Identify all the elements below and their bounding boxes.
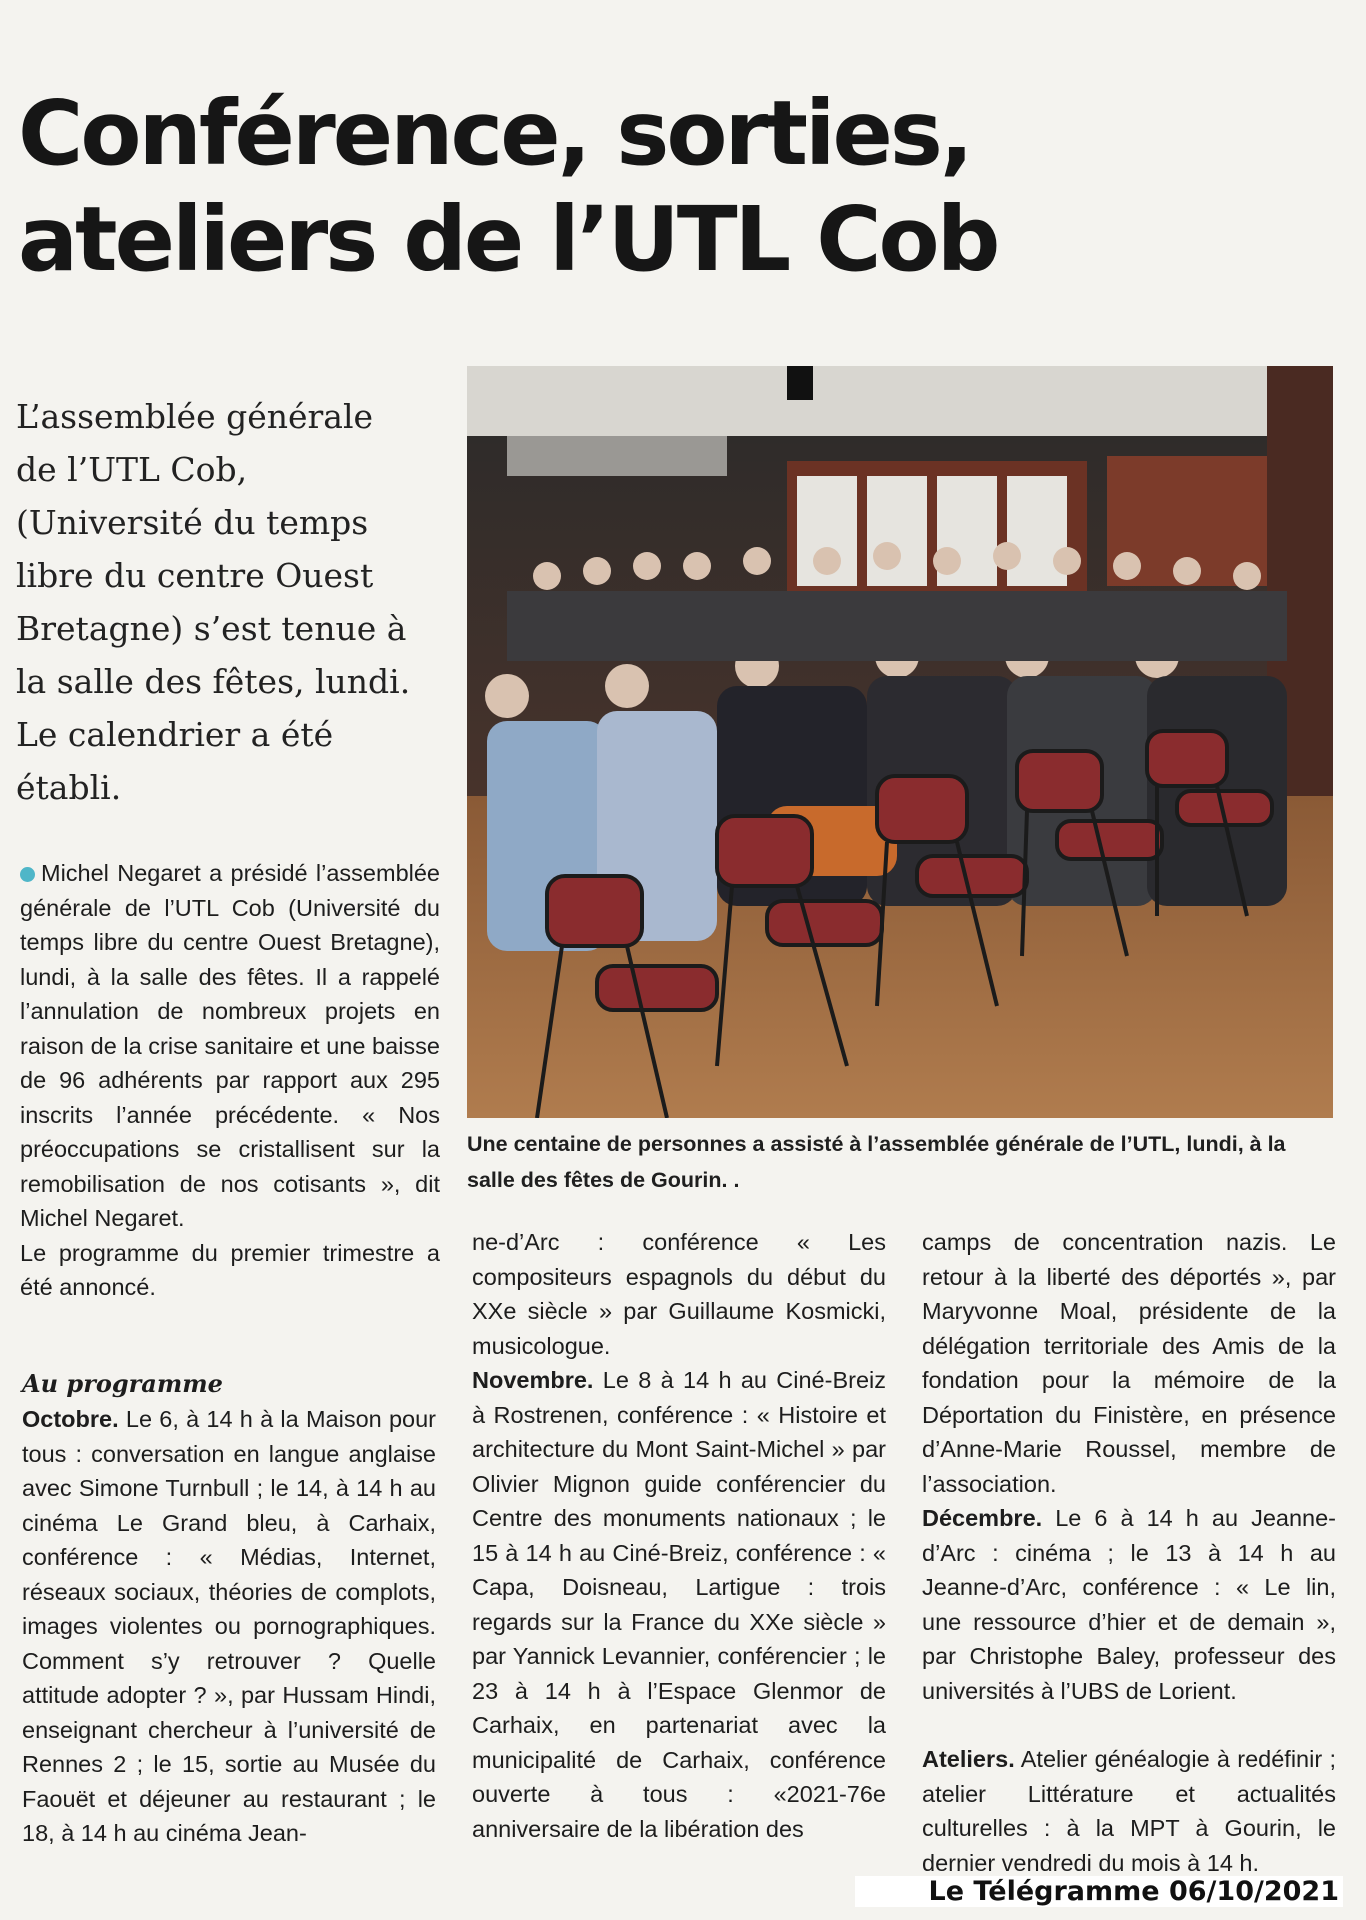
article-headline bbox=[18, 80, 1198, 292]
workshops-label: Ateliers. bbox=[922, 1746, 1015, 1772]
lead-line: libre du centre Ouest bbox=[16, 556, 374, 595]
article-photo bbox=[467, 366, 1333, 1118]
program-column-1 bbox=[22, 1366, 436, 1851]
november-text-continued: camps de concentration nazis. Le retour à la liberté des déportés », par Maryvonne Moal, présidente de la délégation territoriale des Amis de la fondation pour la mémoire de la Déportation du Finistère, en présence d’Anne-Marie Roussel, membre de l’association. bbox=[922, 1229, 1336, 1497]
november-label: Novembre. bbox=[472, 1367, 594, 1393]
december-text: Le 6 à 14 h au Jeanne-d’Arc : cinéma ; le 13 à 14 h au Jeanne-d’Arc, conférence : « Le lin, une ressource d’hier et de demain », par Christophe Baley, professeur des universités à l’UBS de Lorient. bbox=[922, 1505, 1336, 1704]
intro-paragraph: Michel Negaret a présidé l’assemblée générale de l’UTL Cob (Université du temps libre du centre Ouest Bretagne), lundi, à la salle des fêtes. Il a rappelé l’annulation de nombreux projets en raison de la crise sanitaire et une baisse de 96 adhérents par rapport aux 295 inscrits l’année précédente. « Nos préoccupations se cristallisent sur la remobilisation de nos cotisants », dit Michel Negaret. bbox=[20, 860, 440, 1231]
lead-line: Bretagne) s’est tenue à bbox=[16, 609, 407, 648]
lead-line: L’assemblée générale bbox=[16, 397, 374, 436]
photo-caption: Une centaine de personnes a assisté à l’assemblée générale de l’UTL, lundi, à la salle des fêtes de Gourin. . bbox=[467, 1126, 1337, 1198]
lead-line: la salle des fêtes, lundi. bbox=[16, 662, 411, 701]
october-label: Octobre. bbox=[22, 1406, 119, 1432]
december-label: Décembre. bbox=[922, 1505, 1043, 1531]
program-column-2 bbox=[472, 1225, 886, 1846]
lead-line: établi. bbox=[16, 768, 122, 807]
intro-paragraph-2: Le programme du premier trimestre a été annoncé. bbox=[20, 1239, 440, 1300]
assembly-photo-image bbox=[467, 366, 1333, 1118]
lead-line: Le calendrier a été bbox=[16, 715, 334, 754]
article-intro bbox=[20, 856, 440, 1305]
october-text-continued: ne-d’Arc : conférence « Les compositeurs espagnols du début du XXe siècle » par Guillaume Kosmicki, musicologue. bbox=[472, 1229, 886, 1359]
program-title: Au programme bbox=[22, 1369, 223, 1398]
october-text: Le 6, à 14 h à la Maison pour tous : conversation en langue anglaise avec Simone Turnbull ; le 14, à 14 h au cinéma Le Grand bleu, à Carhaix, conférence : « Médias, Internet, réseaux sociaux, théories de complots, images violentes ou pornographiques. Comment s’y retrouver ? Quelle attitude adopter ? », par Hussam Hindi, enseignant chercheur à l’université de Rennes 2 ; le 15, sortie au Musée du Faouët et déjeuner au restaurant ; le 18, à 14 h au cinéma Jean- bbox=[22, 1406, 436, 1846]
november-text: Le 8 à 14 h au Ciné-Breiz à Rostrenen, conférence : « Histoire et architecture du Mont Saint-Michel » par Olivier Mignon guide conférencier du Centre des monuments nationaux ; le 15 à 14 h au Ciné-Breiz, conférence : « Capa, Doisneau, Lartigue : trois regards sur la France du XXe siècle » par Yannick Levannier, conférencier ; le 23 à 14 h à l’Espace Glenmor de Carhaix, en partenariat avec la municipalité de Carhaix, conférence ouverte à tous : «2021-76e anniversaire de la libération des bbox=[472, 1367, 886, 1842]
bullet-dot-icon bbox=[20, 867, 35, 882]
headline-line-2: ateliers de l’UTL Cob bbox=[18, 187, 998, 291]
headline-line-1: Conférence, sorties, bbox=[18, 81, 971, 185]
article-lead bbox=[16, 390, 456, 814]
paragraph-spacer bbox=[922, 1708, 1336, 1742]
lead-line: (Université du temps bbox=[16, 503, 369, 542]
workshops-text: Atelier généalogie à redéfinir ; atelier Littérature et actualités culturelles : à la MPT à Gourin, le dernier vendredi du mois à 14 h. bbox=[922, 1746, 1336, 1876]
source-credit: Le Télégramme 06/10/2021 bbox=[855, 1876, 1343, 1907]
lead-line: de l’UTL Cob, bbox=[16, 450, 248, 489]
program-column-3 bbox=[922, 1225, 1336, 1880]
